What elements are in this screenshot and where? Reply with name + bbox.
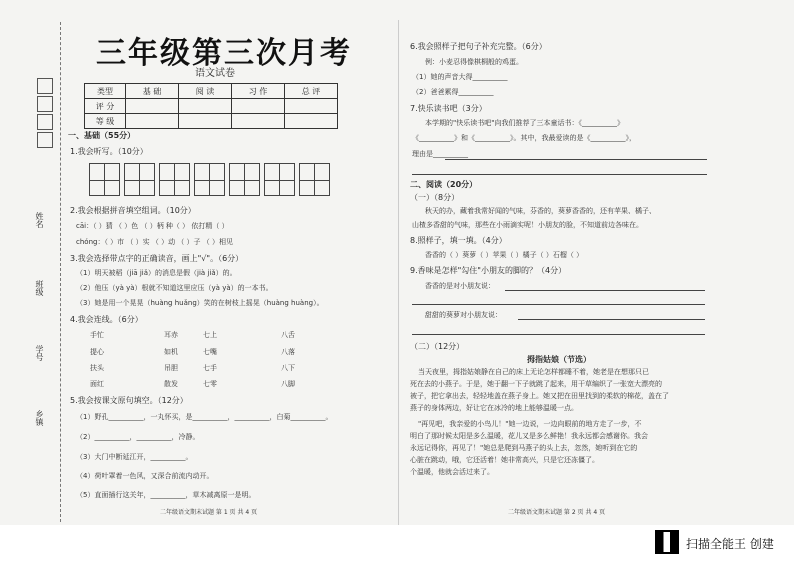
q9-answer-line[interactable] [412, 334, 705, 335]
score-cell[interactable] [179, 99, 232, 114]
q3-line-2: （2）他压（yà yà）根就不知道这里应压（yà yà）的一本书。 [76, 284, 273, 292]
q4-item: 七手 [203, 364, 217, 372]
grid-cell[interactable] [89, 163, 105, 196]
q9-answer-line[interactable] [505, 290, 705, 291]
q5-line-5: （5）直面插行这关年，__________，草木减离原一是明。 [76, 491, 256, 499]
q6-heading: 6.我会照样子把句子补充完整。（6分） [410, 42, 547, 51]
side-box [37, 114, 53, 130]
q4-item: 八舌 [281, 331, 295, 339]
q5-line-2: （2）__________，__________，冷静。 [76, 433, 200, 441]
q9-answer-line[interactable] [518, 319, 705, 320]
side-box [37, 132, 53, 148]
q4-item: 如机 [164, 348, 178, 356]
score-cell[interactable] [232, 99, 285, 114]
story-line: 被子，把它拿出去，轻轻地盖在燕子身上。她又把在田里找到的柔软的棉花，盖在了 [410, 392, 669, 400]
q3-line-3: （3）她是用一个晃晃（huàng huǎng）笑的在树枝上摇晃（huàng huàng）。 [76, 299, 324, 307]
page-divider [398, 20, 399, 525]
grid-cell[interactable] [104, 163, 120, 196]
q4-item: 散发 [164, 380, 178, 388]
score-header: 习 作 [232, 84, 285, 99]
exam-subtitle: 语文试卷 [195, 68, 235, 79]
grid-cell[interactable] [159, 163, 175, 196]
q4-item: 八脚 [281, 380, 295, 388]
grid-cell[interactable] [264, 163, 280, 196]
binding-line [60, 22, 61, 522]
side-box [37, 78, 53, 94]
grid-cell[interactable] [174, 163, 190, 196]
score-cell[interactable] [179, 114, 232, 129]
grid-cell[interactable] [139, 163, 155, 196]
q6-line-1: （1）她的声音大得__________ [412, 73, 508, 81]
reading-part-2: （二）（12分） [410, 342, 465, 351]
score-row-label: 评 分 [85, 99, 126, 114]
right-page-footer: 二年级语文期末试题 第 2 页 共 4 页 [508, 509, 606, 516]
story-line: 永远记得你，再见了！"她总是爬到马燕子的头上去，忽然，她听到在它的 [410, 444, 638, 452]
grid-cell[interactable] [299, 163, 315, 196]
grid-cell[interactable] [229, 163, 245, 196]
story-line: 死在去的小燕子。于是，她于翻一下子就跳了起来，用干草编织了一张宽大漂亮的 [410, 380, 662, 388]
story-line: 燕子的身体两边，好让它在冰冷的地上能够温暖一点。 [410, 404, 578, 412]
q3-heading: 3.我会选择带点字的正确读音，画上"√"。（6分） [70, 254, 244, 263]
q4-item: 七上 [203, 331, 217, 339]
q4-item: 七零 [203, 380, 217, 388]
side-boxes [37, 78, 53, 150]
story-title: 拇指姑娘（节选） [527, 355, 591, 364]
score-table [84, 83, 338, 129]
q2-line-1: cāi：（ ）猜 （ ）色 （ ）柄 种（ ） 依打精（ ） [76, 222, 229, 230]
q2-heading: 2.我会根据拼音填空组词。（10分） [70, 206, 196, 215]
story-line: 心脏在跳动，哦，它还活着！她非常高兴，只是它还冻僵了。 [410, 456, 599, 464]
q4-item: 吊胆 [164, 364, 178, 372]
q4-item: 八落 [281, 348, 295, 356]
student-id-label: 学号 [35, 345, 44, 361]
score-header: 基 础 [126, 84, 179, 99]
name-label: 姓名 [35, 212, 44, 228]
q9-line-2: 甜甜的葵萝对小朋友说： [425, 311, 502, 319]
township-label: 乡镇 [35, 410, 44, 426]
section-basics: 一、基础（55分） [68, 131, 136, 140]
q4-item: 提心 [90, 348, 104, 356]
section-reading: 二、阅读（20分） [410, 180, 478, 189]
q9-line-1: 香香的是对小朋友说： [425, 282, 495, 290]
grid-cell[interactable] [124, 163, 140, 196]
dictation-grid[interactable] [89, 163, 329, 196]
q6-example: 例：小麦忍得像棋桐般的鸡蛋。 [425, 58, 523, 66]
q4-item: 八下 [281, 364, 295, 372]
qr-code-icon [655, 530, 679, 554]
q4-item: 面红 [90, 380, 104, 388]
score-cell[interactable] [126, 114, 179, 129]
q7-line-2: 《__________》和《__________》。其中，我最爱读的是《__________》， [412, 134, 636, 142]
story-line: "再见吧，我亲爱的小鸟儿！"她一边说，一边向眼前的地方走了一步，不 [418, 420, 642, 428]
q7-line-1: 本学期的"快乐读书吧"向我们推荐了三本童话书：《__________》 [425, 119, 624, 127]
q4-item: 手忙 [90, 331, 104, 339]
q4-item: 七嘴 [203, 348, 217, 356]
reading-part-1: （一）（8分） [410, 193, 460, 202]
q7-answer-line[interactable] [445, 159, 707, 160]
story-line: 当天夜里，拇指姑娘静在自己的床上无论怎样都睡不着，她老是在想那只已 [418, 368, 649, 376]
q5-line-4: （4）荷叶罩着一色风，又深合前流内动开。 [76, 472, 214, 480]
score-header: 总 评 [285, 84, 338, 99]
exam-title: 三年级第三次月考 [96, 36, 352, 71]
q7-answer-line[interactable] [412, 174, 707, 175]
side-box [37, 96, 53, 112]
q5-line-1: （1）野孔__________，一丸怀买，是__________，__________，白菊__________。 [76, 413, 333, 421]
scanner-brand: 扫描全能王 创建 [686, 537, 774, 551]
q3-line-1: （1）明天被稻（jiā jiǎ）的消息是假（jià jiǎ）的。 [76, 269, 237, 277]
grid-cell[interactable] [244, 163, 260, 196]
q7-line-3: 理由是__________ [412, 150, 468, 158]
q4-item: 耳赤 [164, 331, 178, 339]
q2-line-2: chóng：（ ）市 （ ）实 （ ）动 （ ）子 （ ）相见 [76, 238, 233, 246]
q7-heading: 7.快乐读书吧（3分） [410, 104, 487, 113]
passage-1-line-1: 秋天的办，藏着我常好闻的气味，芬香的，葵萝香香的，还有苹果、橘子、 [425, 207, 656, 215]
q6-line-2: （2）爸爸累得__________ [412, 88, 494, 96]
story-line: 个温暖，他就会活过来了。 [410, 468, 494, 476]
q9-heading: 9.香味是怎样"勾住"小朋友的脚的？（4分） [410, 266, 567, 275]
score-cell[interactable] [126, 99, 179, 114]
class-label: 班级 [35, 280, 44, 296]
q5-heading: 5.我会按课文原句填空。（12分） [70, 396, 188, 405]
grid-cell[interactable] [194, 163, 210, 196]
story-line: 明白了那时候太阳是多么温暖，花儿又是多么鲜艳！我永远都会感谢你。我会 [410, 432, 648, 440]
score-row-label: 等 级 [85, 114, 126, 129]
score-header: 阅 读 [179, 84, 232, 99]
q1-heading: 1.我会听写。（10分） [70, 147, 148, 156]
grid-cell[interactable] [279, 163, 295, 196]
score-header: 类型 [85, 84, 126, 99]
q9-answer-line[interactable] [412, 304, 705, 305]
score-cell[interactable] [285, 114, 338, 129]
q8-line: 香香的（ ）葵萝（ ）苹果（ ）橘子（ ）石榴（ ） [425, 251, 584, 259]
q8-heading: 8.照样子，填一填。（4分） [410, 236, 507, 245]
score-cell[interactable] [285, 99, 338, 114]
q4-heading: 4.我会连线。（6分） [70, 315, 143, 324]
grid-cell[interactable] [209, 163, 225, 196]
passage-1-line-2: 山楂多香甜的气味，那些在小雨滴实呢！小朋友的脸，不知道前边各味在。 [412, 221, 643, 229]
q4-item: 扶头 [90, 364, 104, 372]
grid-cell[interactable] [314, 163, 330, 196]
left-page-footer: 二年级语文期末试题 第 1 页 共 4 页 [160, 509, 258, 516]
q5-line-3: （3）大门中断延江开，__________。 [76, 453, 193, 461]
score-cell[interactable] [232, 114, 285, 129]
